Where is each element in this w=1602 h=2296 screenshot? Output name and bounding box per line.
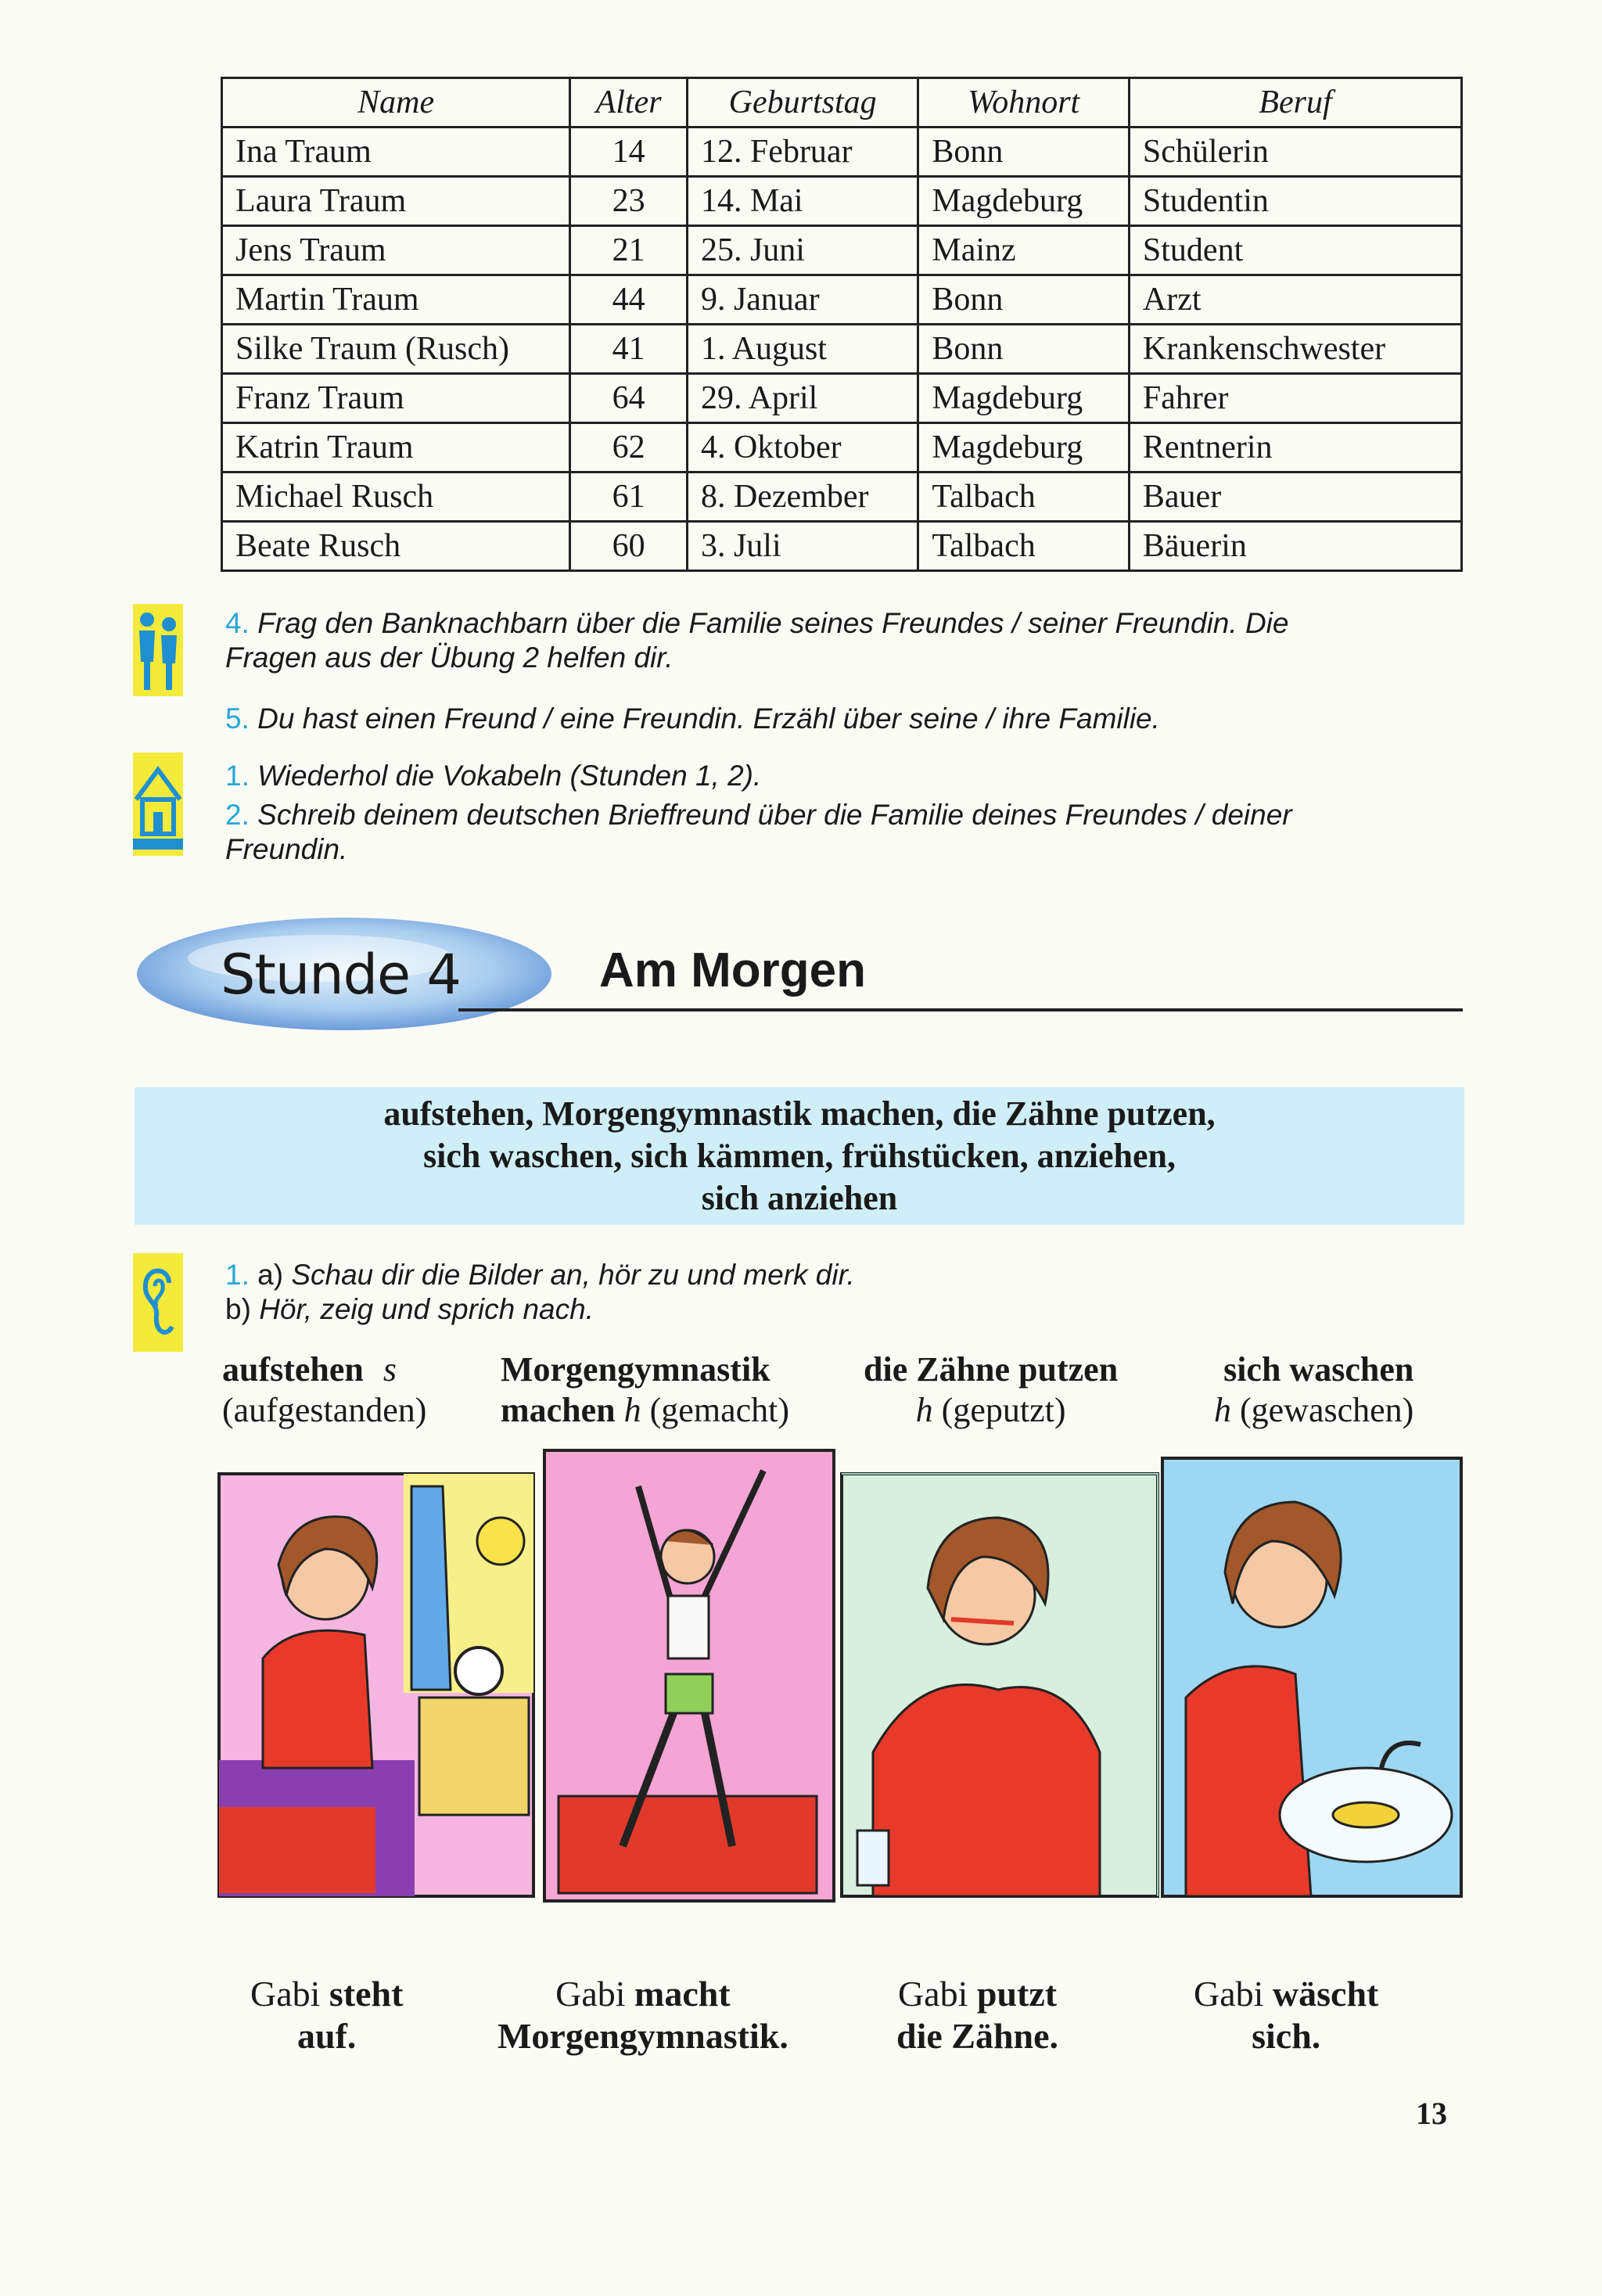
caption-macht-gymnastik <box>497 1973 788 2057</box>
caption-subject: Gabi <box>1194 1974 1264 2014</box>
caption-waescht-sich <box>1194 1973 1378 2057</box>
table-row <box>222 374 1462 423</box>
caption-steht-auf <box>250 1973 403 2057</box>
cell-age: 62 <box>570 423 688 472</box>
ear-icon <box>133 1253 183 1352</box>
task-number: 1. <box>225 1259 250 1291</box>
verb-infinitive-cont: machen <box>501 1391 616 1429</box>
cell-job: Arzt <box>1129 275 1461 325</box>
family-table <box>221 77 1463 572</box>
cell-city: Magdeburg <box>918 177 1130 226</box>
verb-infinitive: sich waschen <box>1223 1350 1414 1389</box>
homework-house-icon <box>133 753 183 856</box>
cell-age: 64 <box>570 374 688 423</box>
table-header-row <box>222 78 1462 128</box>
lesson-number: Stunde 4 <box>221 943 461 1007</box>
exercise-1b <box>225 1292 594 1327</box>
cell-city: Mainz <box>918 226 1130 275</box>
cell-birthday: 4. Oktober <box>687 423 918 472</box>
cell-birthday: 12. Februar <box>687 128 918 177</box>
table-row <box>222 177 1462 226</box>
cell-job: Fahrer <box>1129 374 1461 423</box>
cell-birthday: 8. Dezember <box>687 472 918 522</box>
task-text: Hör, zeig und sprich nach. <box>259 1293 594 1325</box>
caption-line2: die Zähne. <box>896 2016 1059 2056</box>
verb-morgengymnastik <box>501 1349 789 1431</box>
verb-infinitive: Morgengymnastik <box>501 1350 770 1389</box>
subtask-letter: b) <box>225 1293 251 1325</box>
cell-birthday: 9. Januar <box>687 275 918 325</box>
cell-birthday: 14. Mai <box>687 177 918 226</box>
task-text-cont: Freundin. <box>225 833 348 865</box>
cell-city: Magdeburg <box>918 374 1130 423</box>
task-number: 5. <box>225 702 250 735</box>
verb-participle: (gemacht) <box>649 1391 789 1429</box>
cell-job: Bäuerin <box>1129 522 1461 571</box>
cell-age: 21 <box>570 226 688 275</box>
task-number: 4. <box>225 607 250 639</box>
exercise-1a <box>225 1258 855 1292</box>
cell-city: Magdeburg <box>918 423 1130 472</box>
table-row <box>222 423 1462 472</box>
caption-subject: Gabi <box>250 1974 321 2014</box>
cell-city: Bonn <box>918 325 1130 374</box>
verb-aufstehen <box>222 1349 426 1431</box>
cell-name: Michael Rusch <box>222 472 570 522</box>
verb-participle: (aufgestanden) <box>222 1391 427 1429</box>
cell-name: Jens Traum <box>222 226 570 275</box>
lesson-title: Am Morgen <box>599 943 866 997</box>
cell-job: Rentnerin <box>1129 423 1461 472</box>
homework-1 <box>225 759 761 793</box>
cell-age: 41 <box>570 325 688 374</box>
task-4 <box>225 606 1288 675</box>
verb-infinitive: die Zähne putzen <box>864 1350 1119 1389</box>
table-row <box>222 275 1462 325</box>
column-header-name: Name <box>222 78 570 128</box>
verb-infinitive: aufstehen <box>222 1350 364 1389</box>
auxiliary-marker: h <box>915 1391 933 1429</box>
caption-line2: auf. <box>297 2016 357 2056</box>
task-number: 2. <box>225 799 250 831</box>
page-number: 13 <box>1416 2096 1447 2131</box>
caption-verb: wäscht <box>1272 1974 1379 2014</box>
caption-verb: putzt <box>976 1974 1058 2014</box>
vocab-line: sich anziehen <box>701 1179 898 1217</box>
cell-name: Silke Traum (Rusch) <box>222 325 570 374</box>
verb-participle: (gewaschen) <box>1240 1391 1414 1429</box>
vocab-line: aufstehen, Morgengymnastik machen, die Zähne putzen, <box>383 1094 1216 1133</box>
column-header-age: Alter <box>570 78 688 128</box>
cell-age: 61 <box>570 472 688 522</box>
caption-subject: Gabi <box>897 1974 968 2014</box>
title-divider <box>458 1008 1463 1011</box>
task-text: Frag den Banknachbarn über die Familie seines Freundes / seiner Freundin. Die <box>257 607 1289 639</box>
homework-2 <box>225 798 1292 867</box>
table-row <box>222 522 1462 571</box>
table-row <box>222 128 1462 177</box>
vocab-line: sich waschen, sich kämmen, frühstücken, anziehen, <box>423 1137 1176 1175</box>
cell-name: Martin Traum <box>222 275 570 325</box>
table-row <box>222 226 1462 275</box>
cell-age: 23 <box>570 177 688 226</box>
auxiliary-marker: h <box>623 1391 641 1429</box>
verb-zaehne-putzen <box>864 1349 1118 1431</box>
task-5 <box>225 702 1160 736</box>
caption-verb: macht <box>634 1974 731 2014</box>
caption-line2: Morgengymnastik. <box>497 2016 788 2056</box>
subtask-letter: a) <box>257 1259 284 1291</box>
cell-job: Schülerin <box>1129 128 1461 177</box>
task-text: Du hast einen Freund / eine Freundin. Erzähl über seine / ihre Familie. <box>257 702 1160 735</box>
table-row <box>222 472 1462 522</box>
cell-name: Katrin Traum <box>222 423 570 472</box>
panel-washing <box>1162 1458 1461 1896</box>
caption-line2: sich. <box>1252 2016 1321 2056</box>
cell-job: Student <box>1129 226 1461 275</box>
vocabulary-box <box>135 1087 1464 1225</box>
cell-birthday: 1. August <box>687 325 918 374</box>
cell-name: Laura Traum <box>222 177 570 226</box>
cell-name: Beate Rusch <box>222 522 570 571</box>
task-text: Schreib deinem deutschen Brieffreund über die Familie deines Freundes / deiner <box>257 799 1292 831</box>
panel-getting-up <box>219 1474 533 1896</box>
cell-job: Krankenschwester <box>1129 325 1461 374</box>
pair-work-icon <box>133 604 183 696</box>
task-text: Schau dir die Bilder an, hör zu und merk dir. <box>291 1259 855 1291</box>
cell-name: Franz Traum <box>222 374 570 423</box>
verb-participle: (geputzt) <box>941 1391 1066 1429</box>
cell-name: Ina Traum <box>222 128 570 177</box>
cell-birthday: 29. April <box>687 374 918 423</box>
task-text-cont: Fragen aus der Übung 2 helfen dir. <box>225 641 673 674</box>
table-row <box>222 325 1462 374</box>
auxiliary-marker: h <box>1214 1391 1231 1429</box>
auxiliary-marker: s <box>383 1350 397 1389</box>
verb-sich-waschen <box>1214 1349 1413 1431</box>
cell-city: Talbach <box>918 522 1130 571</box>
cell-age: 60 <box>570 522 688 571</box>
cell-city: Talbach <box>918 472 1130 522</box>
panel-gymnastics <box>544 1450 834 1901</box>
column-header-job: Beruf <box>1129 78 1461 128</box>
cell-birthday: 25. Juni <box>687 226 918 275</box>
column-header-city: Wohnort <box>918 78 1130 128</box>
illustration-strip <box>216 1439 1467 1971</box>
cell-job: Studentin <box>1129 177 1461 226</box>
caption-subject: Gabi <box>555 1974 626 2014</box>
caption-verb: steht <box>329 1974 404 2014</box>
cell-city: Bonn <box>918 275 1130 325</box>
cell-job: Bauer <box>1129 472 1461 522</box>
column-header-birthday: Geburtstag <box>687 78 918 128</box>
task-text: Wiederhol die Vokabeln (Stunden 1, 2). <box>257 760 762 792</box>
cell-age: 14 <box>570 128 688 177</box>
cell-birthday: 3. Juli <box>687 522 918 571</box>
cell-city: Bonn <box>918 128 1130 177</box>
panel-brushing-teeth <box>842 1474 1158 1896</box>
caption-putzt-zaehne <box>896 1973 1058 2057</box>
task-number: 1. <box>225 760 250 792</box>
cell-age: 44 <box>570 275 688 325</box>
